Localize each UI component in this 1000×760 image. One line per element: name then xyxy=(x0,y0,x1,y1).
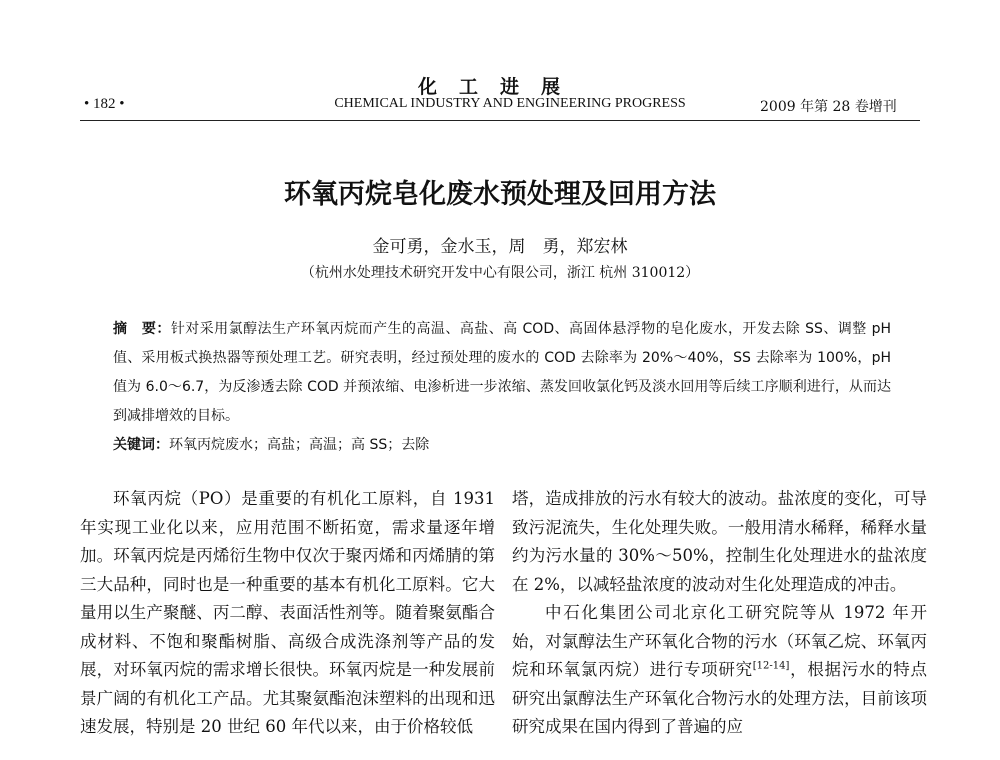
abstract-label: 摘 要： xyxy=(113,321,171,337)
body-paragraph: 塔，造成排放的污水有较大的波动。盐浓度的变化，可导致污泥流失，生化处理失败。一般用清水稀释，稀释水量约为污水量的 30%～50%，控制生化处理进水的盐浓度在 2%，以减轻盐浓度的波动对生化处理造成的冲击。 xyxy=(512,489,927,594)
abstract xyxy=(113,315,891,431)
header-rule xyxy=(80,120,920,121)
keywords xyxy=(113,434,891,454)
body-text: 中石化集团公司北京化工研究院等从 1972 年开始，对氯醇法生产环氧化合物的污水（环氧乙烷、环氧丙烷和环氧氯丙烷）进行专项研究 xyxy=(512,603,927,679)
keywords-text: 环氧丙烷废水；高盐；高温；高 SS；去除 xyxy=(169,437,430,453)
body-column-right xyxy=(512,485,927,742)
journal-title-cn: 化工进展 xyxy=(417,76,582,98)
journal-title-en: CHEMICAL INDUSTRY AND ENGINEERING PROGRESS xyxy=(334,96,686,111)
body-paragraph: 环氧丙烷（PO）是重要的有机化工原料，自 1931 年实现工业化以来，应用范围不断拓宽，需求量逐年增加。环氧丙烷是丙烯衍生物中仅次于聚丙烯和丙烯腈的第三大品种，同时也是一种重要的基本有机化工原料。它大量用以生产聚醚、丙二醇、表面活性剂等。随着聚氨酯合成材料、不饱和聚酯树脂、高级合成洗涤剂等产品的发展，对环氧丙烷的需求增长很快。环氧丙烷是一种发展前景广阔的有机化工产品。尤其聚氨酯泡沫塑料的出现和迅速发展，特别是 20 世纪 60 年代以来，由于价格较低 xyxy=(80,489,495,736)
body-paragraph xyxy=(512,599,927,742)
reference-citation: [12-14] xyxy=(752,660,790,672)
body-text: ，根据污水的特点研究出氯醇法生产环氧化合物污水的处理方法，目前该项研究成果在国内得到了普遍的应 xyxy=(512,660,928,736)
article-title: 环氧丙烷皂化废水预处理及回用方法 xyxy=(284,179,716,210)
keywords-label: 关键词： xyxy=(113,437,169,453)
article-authors: 金可勇，金水玉，周 勇，郑宏林 xyxy=(372,237,628,257)
issue-info: 2009 年第 28 卷增刊 xyxy=(760,99,897,115)
page-number: • 182 • xyxy=(84,96,125,112)
article-affiliation: （杭州水处理技术研究开发中心有限公司，浙江 杭州 310012） xyxy=(300,265,700,281)
body-column-left xyxy=(80,485,495,742)
abstract-text: 针对采用氯醇法生产环氧丙烷而产生的高温、高盐、高 COD、高固体悬浮物的皂化废水，开发去除 SS、调整 pH 值、采用板式换热器等预处理工艺。研究表明，经过预处理的废水的 COD 去除率为 20%～40%，SS 去除率为 100%，pH 值为 6.0～6.7，为反渗透去除 COD 并预浓缩、电渗析进一步浓缩、蒸发回收氯化钙及淡水回用等后续工序顺利进行，从而达到减排增效的目标。 xyxy=(113,321,891,424)
